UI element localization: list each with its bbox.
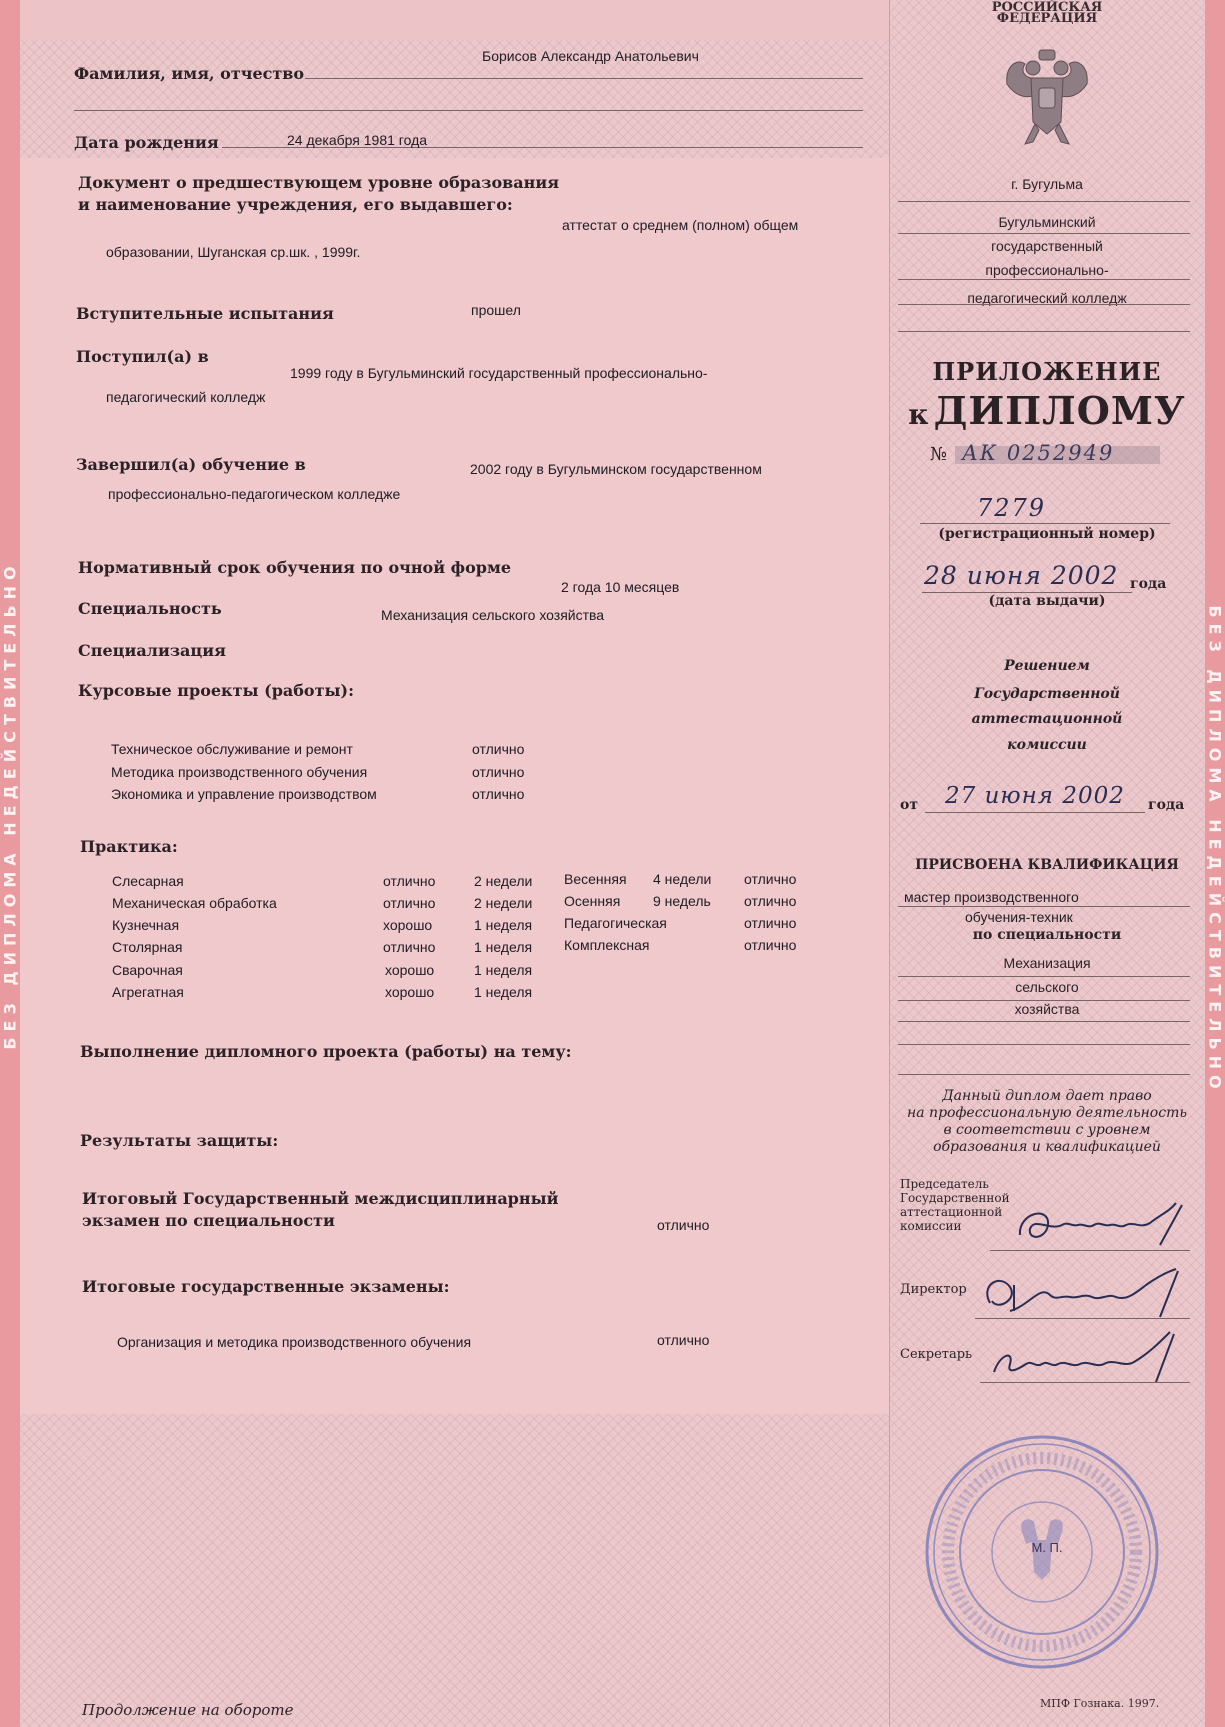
issue-date: 28 июня 2002 xyxy=(924,561,1119,590)
duration-label: Нормативный срок обучения по очной форме xyxy=(78,558,512,577)
practice-item-duration: 1 неделя xyxy=(474,962,533,978)
issue-suffix: года xyxy=(1130,576,1167,592)
diploma-number: АК 0252949 xyxy=(962,441,1115,465)
practice-item-name: Педагогическая xyxy=(564,915,667,931)
thesis-label: Выполнение дипломного проекта (работы) на тему: xyxy=(80,1042,572,1061)
title-diploma-prefix: к xyxy=(908,398,929,431)
prior-doc-value-1: аттестат о среднем (полном) общем xyxy=(562,217,799,233)
decision-suffix: года xyxy=(1148,797,1185,813)
chair-rule xyxy=(990,1250,1190,1251)
prior-doc-label-1: Документ о предшествующем уровне образования xyxy=(78,173,560,192)
country-line-1: РОССИЙСКАЯ xyxy=(991,0,1103,15)
name-rule-2 xyxy=(74,110,863,111)
entrance-value: прошел xyxy=(471,302,521,318)
secretary-signature xyxy=(980,1328,1190,1388)
country-line-2: ФЕДЕРАЦИЯ xyxy=(996,11,1098,26)
college-line-1: Бугульминский xyxy=(998,214,1096,230)
specialty-value: Механизация сельского хозяйства xyxy=(381,607,605,623)
rights-line-2: на профессиональную деятельность xyxy=(907,1105,1187,1121)
practice-item-grade: отлично xyxy=(744,871,797,887)
completed-value-2: профессионально-педагогическом колледже xyxy=(108,486,401,502)
completed-label: Завершил(а) обучение в xyxy=(76,455,306,474)
practice-item-name: Сварочная xyxy=(112,962,183,978)
state-exams-label: Итоговые государственные экзамены: xyxy=(82,1277,450,1296)
practice-item-duration: 2 недели xyxy=(474,895,533,911)
college-rule-3 xyxy=(898,304,1190,305)
stamp-label: М. П. xyxy=(1031,1540,1063,1555)
rights-line-3: в соответствии с уровнем xyxy=(943,1122,1151,1138)
practice-item-duration: 1 неделя xyxy=(474,939,533,955)
practice-item-name: Слесарная xyxy=(112,873,184,889)
specialty-rule-4 xyxy=(898,1044,1190,1045)
prior-doc-value-2: образовании, Шуганская ср.шк. , 1999г. xyxy=(106,244,361,260)
practice-item-grade: хорошо xyxy=(385,962,435,978)
practice-item-duration: 1 неделя xyxy=(474,984,533,1000)
name-label: Фамилия, имя, отчество xyxy=(74,64,305,83)
chair-line-3: аттестационной xyxy=(900,1205,1003,1219)
practice-item-name: Кузнечная xyxy=(112,917,180,933)
decision-line-2: Государственной xyxy=(974,686,1120,702)
college-rule-1 xyxy=(898,233,1190,234)
decision-from: от xyxy=(900,797,919,813)
practice-item-name: Столярная xyxy=(112,939,183,955)
qualification-line-2: обучения-техник xyxy=(965,909,1073,925)
entrance-label: Вступительные испытания xyxy=(76,304,334,323)
college-line-4: педагогический колледж xyxy=(967,290,1127,306)
decision-date: 27 июня 2002 xyxy=(945,783,1125,809)
title-diploma-word: ДИПЛОМУ xyxy=(933,388,1186,433)
final-exam-value: отлично xyxy=(657,1217,710,1233)
final-exam-label-2: экзамен по специальности xyxy=(82,1211,335,1230)
rights-line-1: Данный диплом дает право xyxy=(942,1088,1152,1104)
name-rule xyxy=(305,78,863,79)
coursework-item-name: Методика производственного обучения xyxy=(111,764,368,780)
practice-item-duration: 4 недели xyxy=(653,871,712,887)
coursework-item-grade: отлично xyxy=(472,764,525,780)
director-rule xyxy=(975,1318,1190,1319)
reg-rule xyxy=(920,523,1170,524)
coursework-item-grade: отлично xyxy=(472,741,525,757)
specialty-line-3: хозяйства xyxy=(1014,1001,1080,1017)
right-strip-text: БЕЗ ДИПЛОМА НЕДЕЙСТВИТЕЛЬНО xyxy=(1205,605,1225,1095)
specialization-label: Специализация xyxy=(78,641,226,660)
specialty-rule-5 xyxy=(898,1074,1190,1075)
duration-value: 2 года 10 месяцев xyxy=(561,579,680,595)
reg-caption: (регистрационный номер) xyxy=(938,526,1156,542)
practice-item-grade: отлично xyxy=(744,893,797,909)
rights-line-4: образования и квалификацией xyxy=(933,1139,1161,1155)
final-exam-label-1: Итоговый Государственный междисциплинарный xyxy=(82,1189,559,1208)
practice-label: Практика: xyxy=(80,837,178,856)
coursework-item-name: Экономика и управление производством xyxy=(111,786,377,802)
director-signature xyxy=(970,1265,1190,1325)
practice-item-grade: отлично xyxy=(383,939,436,955)
college-rule-4 xyxy=(898,331,1190,332)
enrolled-value-1: 1999 году в Бугульминский государственный профессионально- xyxy=(290,365,708,381)
college-line-3: профессионально- xyxy=(985,262,1109,278)
practice-item-grade: отлично xyxy=(744,937,797,953)
enrolled-value-2: педагогический колледж xyxy=(106,389,266,405)
prior-doc-label-2: и наименование учреждения, его выдавшего: xyxy=(78,195,513,214)
continued-note: Продолжение на обороте xyxy=(82,1701,294,1719)
registration-number: 7279 xyxy=(977,494,1047,522)
college-line-2: государственный xyxy=(991,238,1103,254)
decision-line-4: комиссии xyxy=(1007,737,1087,753)
qualification-line-1: мастер производственного xyxy=(904,889,1079,905)
state-exam-item-grade: отлично xyxy=(657,1332,710,1348)
decision-line-1: Решением xyxy=(1004,658,1090,674)
coursework-label: Курсовые проекты (работы): xyxy=(78,681,355,700)
chair-signature xyxy=(1010,1195,1190,1255)
qualification-title: ПРИСВОЕНА КВАЛИФИКАЦИЯ xyxy=(915,857,1179,873)
practice-item-grade: отлично xyxy=(383,895,436,911)
defense-label: Результаты защиты: xyxy=(80,1131,279,1150)
issue-caption: (дата выдачи) xyxy=(988,593,1106,609)
practice-item-grade: хорошо xyxy=(383,917,433,933)
coursework-item-name: Техническое обслуживание и ремонт xyxy=(111,741,353,757)
secretary-label: Секретарь xyxy=(900,1347,973,1362)
specialty-line-1: Механизация xyxy=(1003,955,1091,971)
practice-item-duration: 1 неделя xyxy=(474,917,533,933)
state-exam-item-name: Организация и методика производственного обучения xyxy=(117,1334,472,1350)
number-prefix: № xyxy=(930,444,948,465)
double-headed-eagle-icon xyxy=(995,44,1099,152)
specialty-caption: по специальности xyxy=(972,927,1122,943)
title-diploma xyxy=(890,388,1204,433)
qualification-rule-1 xyxy=(898,906,1190,907)
city-rule xyxy=(898,201,1190,202)
specialty-rule-1 xyxy=(898,976,1190,977)
left-strip-text: БЕЗ ДИПЛОМА НЕДЕЙСТВИТЕЛЬНО xyxy=(0,560,20,1050)
city-name: г. Бугульма xyxy=(1011,176,1083,192)
specialty-rule-3 xyxy=(898,1021,1190,1022)
practice-item-grade: отлично xyxy=(744,915,797,931)
practice-item-duration: 9 недель xyxy=(653,893,711,909)
birth-value: 24 декабря 1981 года xyxy=(287,132,428,148)
secretary-rule xyxy=(980,1382,1190,1383)
chair-line-2: Государственной xyxy=(900,1191,1010,1205)
practice-item-name: Комплексная xyxy=(564,937,650,953)
specialty-label: Специальность xyxy=(78,599,222,618)
practice-item-name: Осенняя xyxy=(564,893,621,909)
printer-note: МПФ Гознака. 1997. xyxy=(1040,1697,1160,1710)
practice-item-grade: отлично xyxy=(383,873,436,889)
practice-item-grade: хорошо xyxy=(385,984,435,1000)
practice-item-name: Агрегатная xyxy=(112,984,184,1000)
practice-item-duration: 2 недели xyxy=(474,873,533,889)
decision-rule xyxy=(925,812,1145,813)
completed-value-1: 2002 году в Бугульминском государственном xyxy=(470,461,762,477)
specialty-line-2: сельского xyxy=(1015,979,1079,995)
chair-line-4: комиссии xyxy=(900,1219,962,1233)
chair-label xyxy=(900,1177,1010,1233)
enrolled-label: Поступил(а) в xyxy=(76,347,209,366)
practice-item-name: Весенняя xyxy=(564,871,627,887)
director-label: Директор xyxy=(900,1282,967,1297)
decision-line-3: аттестационной xyxy=(971,711,1123,727)
practice-item-name: Механическая обработка xyxy=(112,895,277,911)
birth-label: Дата рождения xyxy=(74,133,219,152)
coursework-item-grade: отлично xyxy=(472,786,525,802)
name-value: Борисов Александр Анатольевич xyxy=(482,48,699,64)
bottom-panel xyxy=(20,1414,890,1727)
title-supplement: ПРИЛОЖЕНИЕ xyxy=(932,357,1162,386)
chair-line-1: Председатель xyxy=(900,1177,989,1191)
college-rule-2 xyxy=(898,279,1190,280)
